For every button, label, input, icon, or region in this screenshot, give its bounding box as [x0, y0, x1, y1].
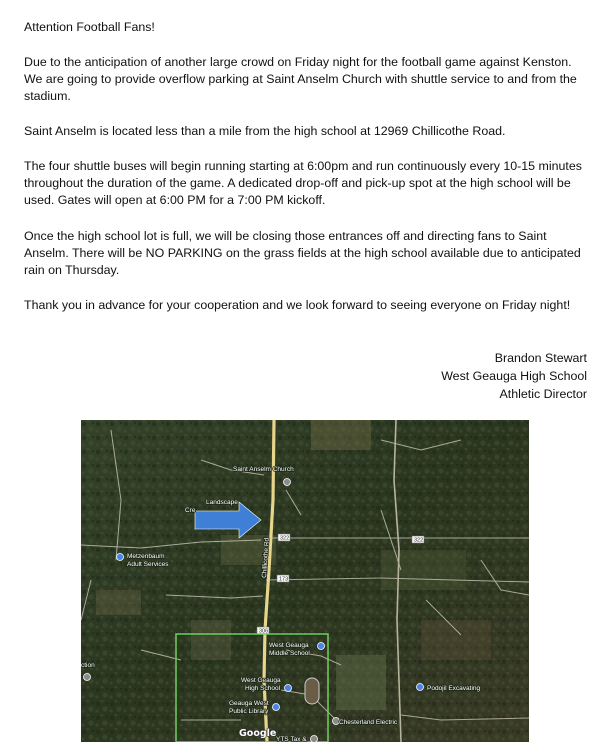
map-label-ction: ction [81, 662, 95, 669]
route-shield [412, 536, 424, 544]
map-label-chesterland: Chesterland Electric [339, 719, 398, 726]
signature-school: West Geauga High School [441, 369, 587, 383]
map-label-church: Saint Anselm Church [233, 466, 294, 473]
letter-paragraph: Saint Anselm is located less than a mile from the high school at 12969 Chillicothe Road. [24, 124, 506, 138]
map-label-landscape: Landscape [206, 499, 238, 506]
map-label-library: Geauga West [229, 700, 269, 707]
map-label-library-sub: Public Library [229, 708, 269, 715]
svg-text:322: 322 [414, 537, 424, 544]
ction-pin-icon [84, 674, 91, 681]
map-label-middle-school-sub: Middle School [269, 650, 310, 657]
library-pin-icon [273, 704, 280, 711]
map-label-high-school-sub: High School [245, 685, 281, 692]
yts-pin-icon [311, 736, 318, 743]
middle-school-pin-icon [318, 643, 325, 650]
road-label-chillicothe: Chillicothe Rd [261, 537, 271, 579]
svg-text:173: 173 [279, 576, 289, 583]
map-label-podojil: Podojil Excavating [427, 685, 481, 692]
svg-text:322: 322 [280, 535, 290, 542]
map-label-high-school: West Geauga [241, 677, 281, 684]
satellite-map [81, 420, 529, 742]
map-label-metzenbaum: Metzenbaum [127, 553, 165, 560]
high-school-pin-icon [285, 685, 292, 692]
route-shield [278, 534, 290, 542]
signature-name: Brandon Stewart [494, 351, 587, 365]
google-logo: Google [239, 728, 277, 739]
map-label-metzenbaum-sub: Adult Services [127, 561, 169, 568]
map-label-middle-school: West Geauga [269, 642, 309, 649]
route-shield [277, 575, 289, 583]
map-label-yts: YTS Tax & [276, 736, 307, 742]
svg-text:306: 306 [259, 628, 269, 635]
letter-paragraph: The four shuttle buses will begin running starting at 6:00pm and run continuously every 10-15 minutes throughout the duration of the game. A dedicated drop-off and pick-up spot at the high school will be used. Gates will open at 6:00 PM for a 7:00 PM kickoff. [24, 159, 582, 207]
podojil-pin-icon [417, 684, 424, 691]
letter-paragraph: Thank you in advance for your cooperation and we look forward to seeing everyone on Friday night! [24, 298, 571, 312]
map-label-cre: Cre [185, 507, 196, 514]
school-track [305, 678, 319, 704]
metzenbaum-pin-icon [117, 554, 124, 561]
letter-paragraph: Once the high school lot is full, we will be closing those entrances off and directing fans to Saint Anselm. There will be NO PARKING on the grass fields at the high school available due to anticipated rain on Thursday. [24, 229, 581, 277]
letter-greeting: Attention Football Fans! [24, 20, 155, 34]
church-pin-icon [284, 479, 291, 486]
signature-title: Athletic Director [499, 387, 587, 401]
letter-paragraph: Due to the anticipation of another large crowd on Friday night for the football game against Kenston. We are going to provide overflow parking at Saint Anselm Church with shuttle service to and from the stadium. [24, 55, 577, 103]
